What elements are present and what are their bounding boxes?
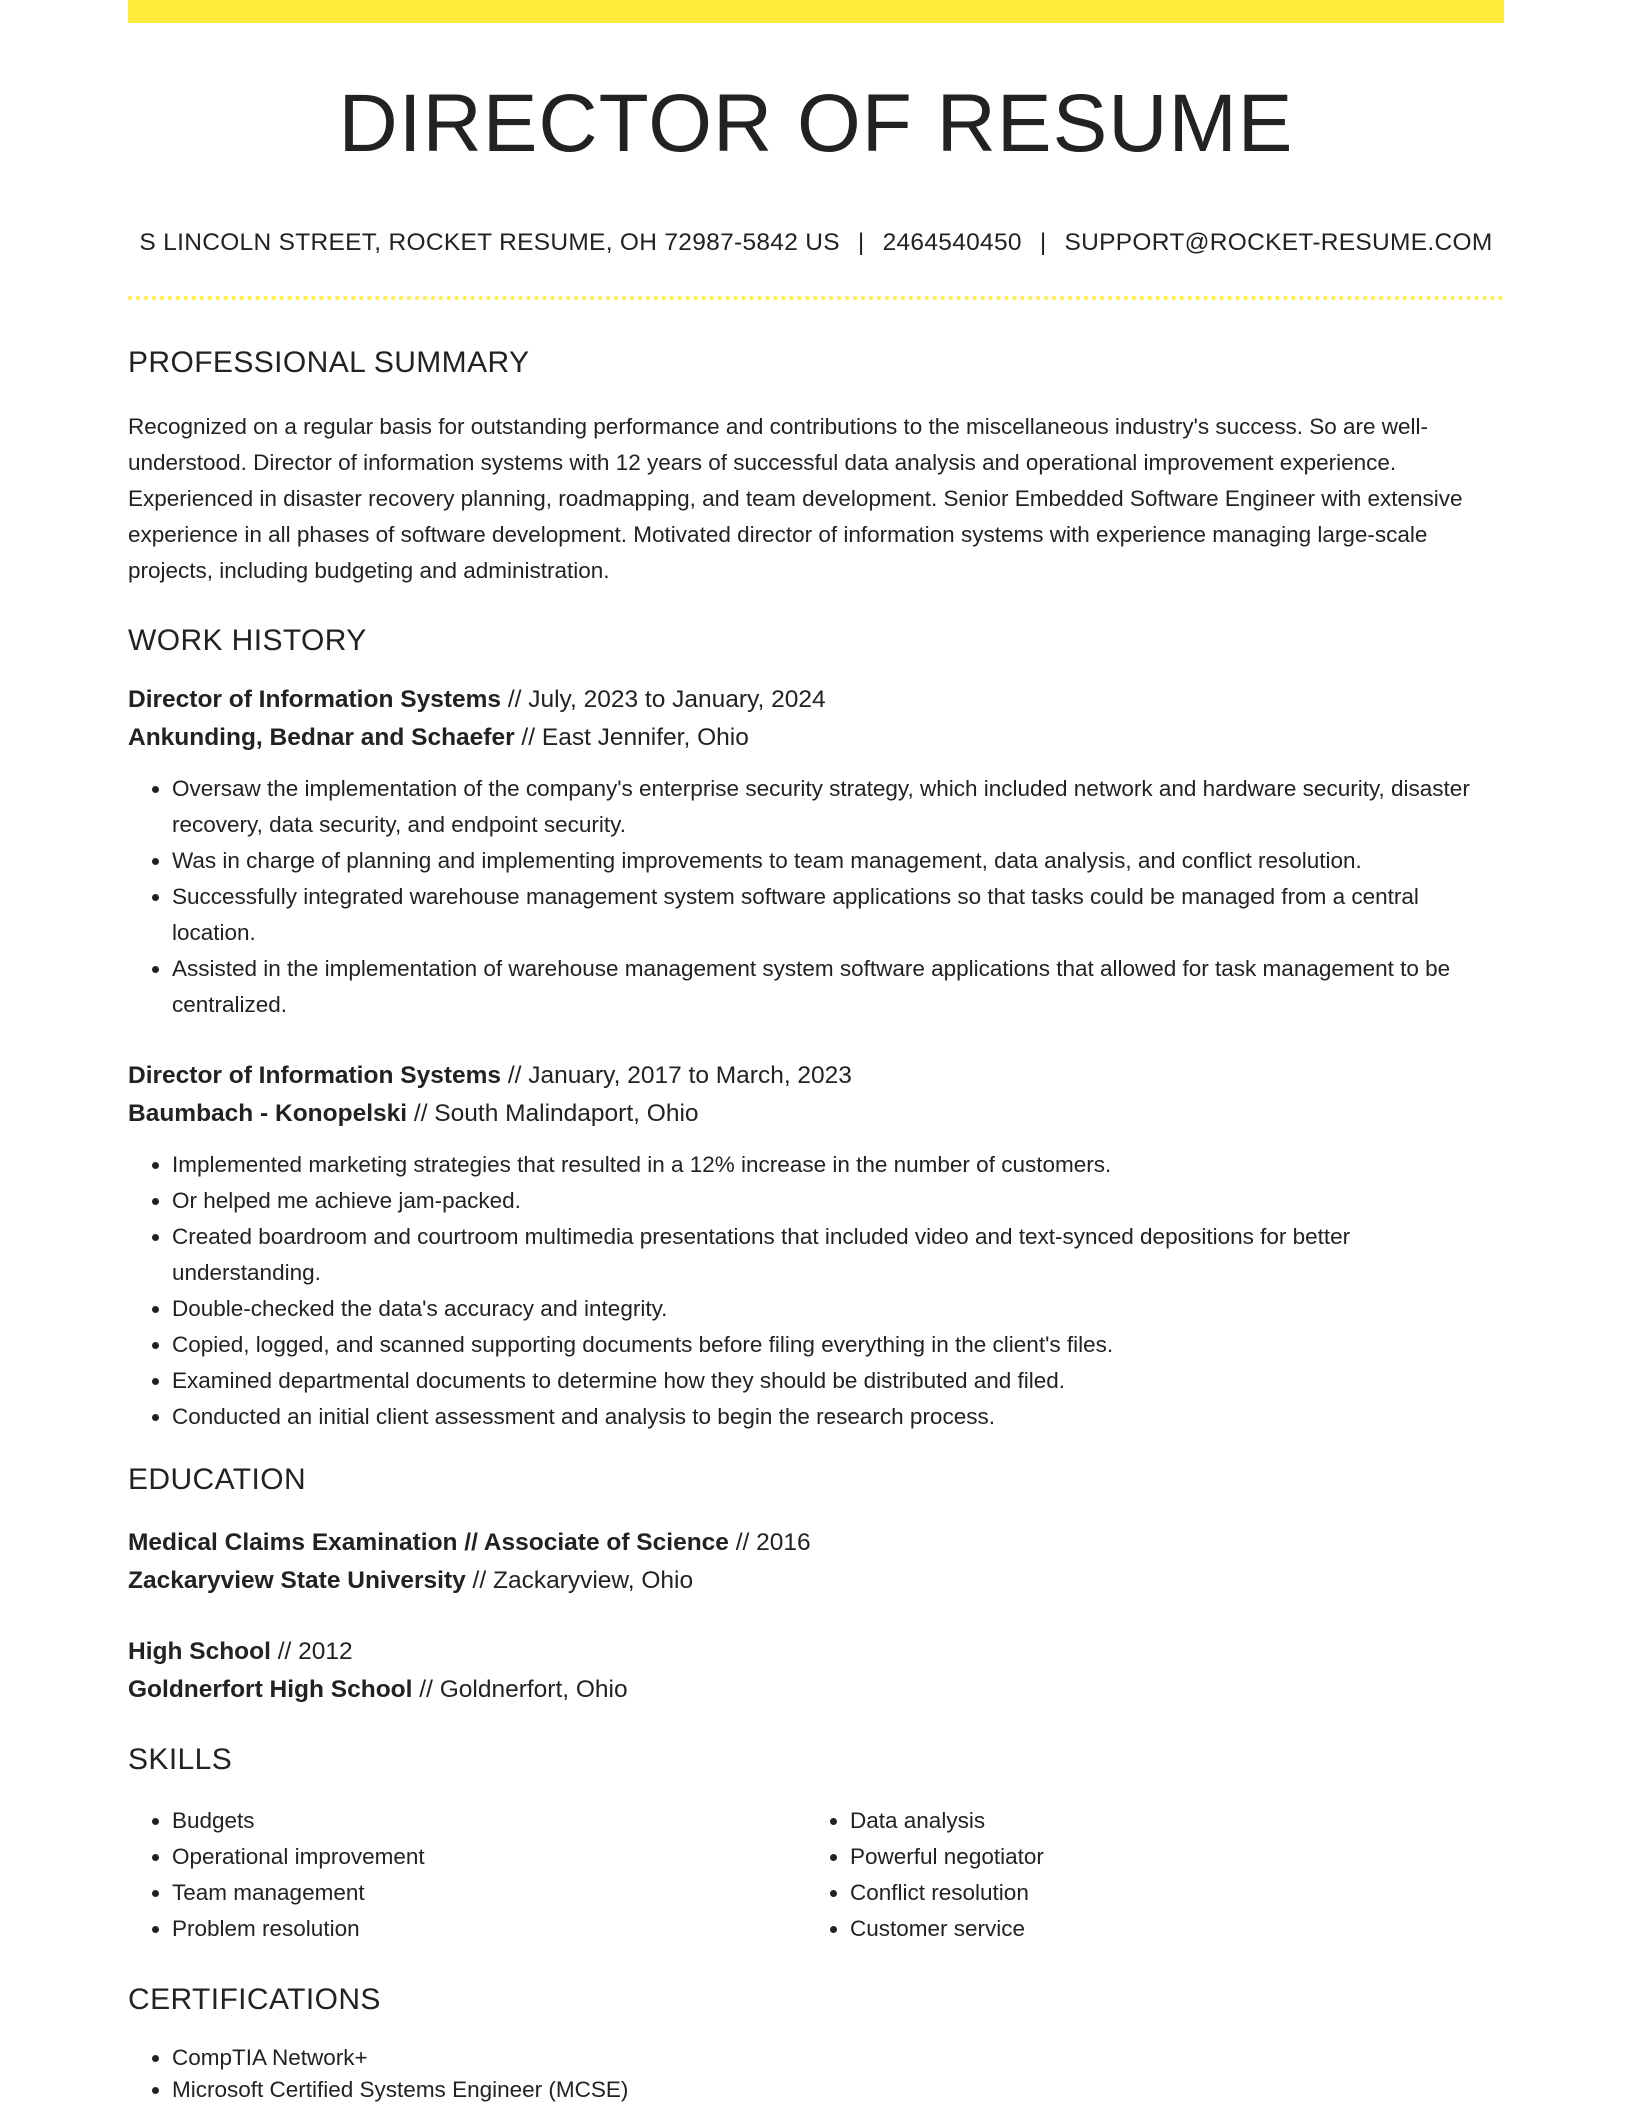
skill-item: • Customer service xyxy=(850,1911,1484,1947)
education-year: // 2016 xyxy=(728,1528,811,1556)
job-company: Ankunding, Bednar and Schaefer xyxy=(128,723,515,751)
education-heading: EDUCATION xyxy=(128,1462,307,1496)
job-bullet: • Conducted an initial client assessment and analysis to begin the research process. xyxy=(172,1399,1504,1435)
contact-line xyxy=(128,231,1504,256)
education-entry xyxy=(128,1524,1504,1600)
education-degree-line xyxy=(128,1633,1504,1671)
job-bullet: • Double-checked the data's accuracy and integrity. xyxy=(172,1291,1504,1327)
skills-column-right xyxy=(806,1803,1484,1947)
job-company-line xyxy=(128,719,1504,757)
job-dates: // July, 2023 to January, 2024 xyxy=(501,685,826,713)
job-bullet: • Implemented marketing strategies that resulted in a 12% increase in the number of customers. xyxy=(172,1147,1504,1183)
job-location: // South Malindaport, Ohio xyxy=(407,1099,699,1127)
education-entry xyxy=(128,1633,1504,1709)
separator: | xyxy=(857,229,865,256)
job-entry xyxy=(128,681,1504,1023)
skill-item: • Team management xyxy=(172,1875,806,1911)
phone: 2464540450 xyxy=(882,229,1022,256)
job-bullet: • Oversaw the implementation of the company's enterprise security strategy, which included network and hardware security, disaster recovery, data security, and endpoint security. xyxy=(172,771,1504,843)
certification-item: • Microsoft Certified Systems Engineer (MCSE) xyxy=(172,2074,1504,2106)
job-bullet: • Assisted in the implementation of warehouse management system software applications that allowed for task management to be centralized. xyxy=(172,951,1504,1023)
education-degree: Medical Claims Examination // Associate of Science xyxy=(128,1528,729,1556)
job-bullet: • Copied, logged, and scanned supporting documents before filing everything in the client's files. xyxy=(172,1327,1504,1363)
education-year: // 2012 xyxy=(270,1637,353,1665)
skill-item: • Powerful negotiator xyxy=(850,1839,1484,1875)
job-bullets xyxy=(128,771,1504,1023)
job-bullets xyxy=(128,1147,1504,1435)
skills-heading: SKILLS xyxy=(128,1742,233,1776)
resume-page xyxy=(128,0,1504,2112)
job-location: // East Jennifer, Ohio xyxy=(514,723,749,751)
job-company: Baumbach - Konopelski xyxy=(128,1099,408,1127)
top-accent-bar xyxy=(128,0,1504,23)
job-role-line xyxy=(128,681,1504,719)
skill-item: • Problem resolution xyxy=(172,1911,806,1947)
separator: | xyxy=(1039,229,1047,256)
job-company-line xyxy=(128,1095,1504,1133)
dotted-divider xyxy=(128,296,1504,300)
summary-heading: PROFESSIONAL SUMMARY xyxy=(128,345,530,379)
skill-item: • Budgets xyxy=(172,1803,806,1839)
job-entry xyxy=(128,1057,1504,1435)
job-role: Director of Information Systems xyxy=(128,1061,502,1089)
certification-item: • CompTIA Network+ xyxy=(172,2042,1504,2074)
certifications-list xyxy=(128,2042,1504,2106)
education-location: // Goldnerfort, Ohio xyxy=(412,1675,628,1703)
job-bullet: • Created boardroom and courtroom multimedia presentations that included video and text-synced depositions for better understanding. xyxy=(172,1219,1504,1291)
skill-item: • Data analysis xyxy=(850,1803,1484,1839)
job-dates: // January, 2017 to March, 2023 xyxy=(501,1061,852,1089)
job-role-line xyxy=(128,1057,1504,1095)
summary-text: Recognized on a regular basis for outstanding performance and contributions to the miscellaneous industry's success. So are well-understood. Director of information systems with 12 years of successful data analysis and operational improvement experience. Experienced in disaster recovery planning, roadmapping, and team development. Senior Embedded Software Engineer with extensive experience in all phases of software development. Motivated director of information systems with experience managing large-scale projects, including budgeting and administration. xyxy=(128,413,1463,583)
education-degree-line xyxy=(128,1524,1504,1562)
education-school: Goldnerfort High School xyxy=(128,1675,413,1703)
skill-item: • Conflict resolution xyxy=(850,1875,1484,1911)
job-bullet: • Successfully integrated warehouse management system software applications so that tasks could be managed from a central location. xyxy=(172,879,1504,951)
job-bullet: • Or helped me achieve jam-packed. xyxy=(172,1183,1504,1219)
job-bullet: • Was in charge of planning and implementing improvements to team management, data analysis, and conflict resolution. xyxy=(172,843,1504,879)
education-school: Zackaryview State University xyxy=(128,1566,466,1594)
education-school-line xyxy=(128,1671,1504,1709)
education-degree: High School xyxy=(128,1637,271,1665)
address: S LINCOLN STREET, ROCKET RESUME, OH 72987-5842 US xyxy=(139,229,840,256)
email: SUPPORT@ROCKET-RESUME.COM xyxy=(1064,229,1493,256)
job-bullet: • Examined departmental documents to determine how they should be distributed and filed. xyxy=(172,1363,1504,1399)
job-role: Director of Information Systems xyxy=(128,685,502,713)
certifications-heading: CERTIFICATIONS xyxy=(128,1982,381,2016)
education-location: // Zackaryview, Ohio xyxy=(465,1566,694,1594)
skills-list xyxy=(128,1803,1504,1947)
skills-column-left xyxy=(128,1803,806,1947)
skill-item: • Operational improvement xyxy=(172,1839,806,1875)
resume-name: DIRECTOR OF RESUME xyxy=(338,78,1294,169)
work-history-heading: WORK HISTORY xyxy=(128,623,367,657)
education-school-line xyxy=(128,1562,1504,1600)
